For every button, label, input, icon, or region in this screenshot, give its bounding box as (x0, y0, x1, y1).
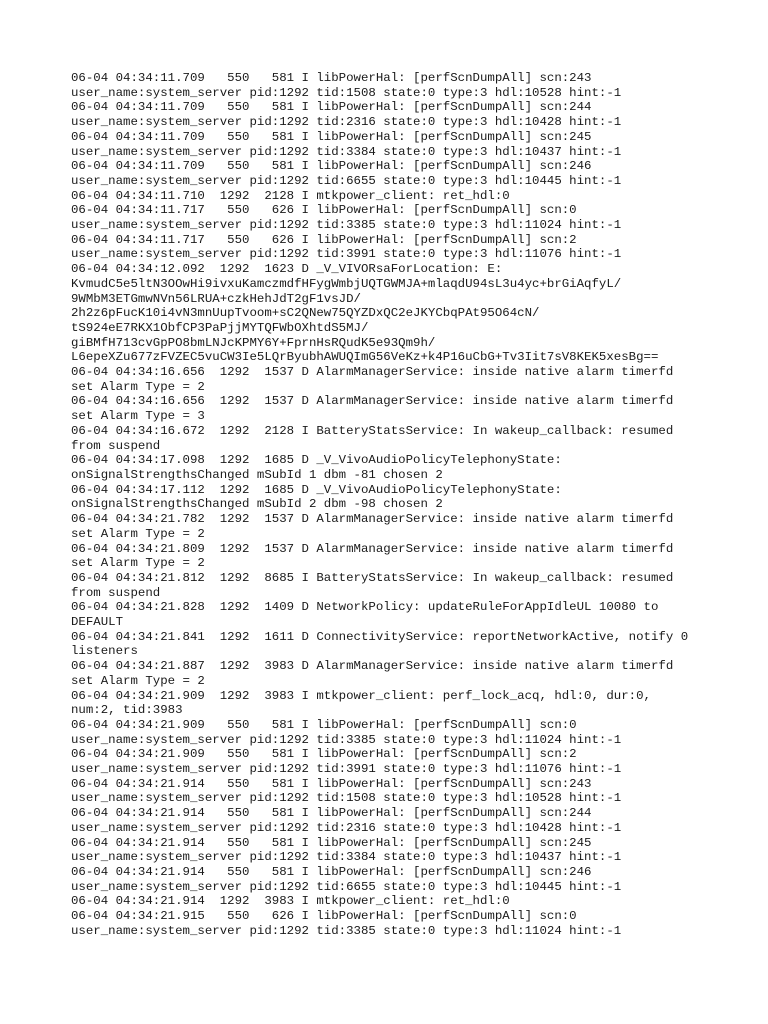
log-line: onSignalStrengthsChanged mSubId 1 dbm -81 chosen 2 (71, 467, 443, 482)
log-line: 06-04 04:34:21.914 550 581 I libPowerHal: [perfScnDumpAll] scn:246 (71, 864, 592, 879)
log-line: 06-04 04:34:11.709 550 581 I libPowerHal: [perfScnDumpAll] scn:244 (71, 100, 592, 115)
log-line: num:2, tid:3983 (71, 703, 183, 718)
log-line: user_name:system_server pid:1292 tid:6655 state:0 type:3 hdl:10445 hint:-1 (71, 173, 622, 188)
log-line: 06-04 04:34:21.914 1292 3983 I mtkpower_client: ret_hdl:0 (71, 894, 510, 909)
log-line: user_name:system_server pid:1292 tid:2316 state:0 type:3 hdl:10428 hint:-1 (71, 820, 622, 835)
log-line: 06-04 04:34:21.841 1292 1611 D ConnectivityService: reportNetworkActive, notify 0 (71, 629, 689, 644)
log-line: 06-04 04:34:21.782 1292 1537 D AlarmManagerService: inside native alarm timerfd (71, 512, 674, 527)
log-line: 06-04 04:34:11.709 550 581 I libPowerHal: [perfScnDumpAll] scn:245 (71, 129, 592, 144)
log-line: 06-04 04:34:21.914 550 581 I libPowerHal: [perfScnDumpAll] scn:245 (71, 835, 592, 850)
log-line: 06-04 04:34:21.828 1292 1409 D NetworkPolicy: updateRuleForAppIdleUL 10080 to (71, 600, 659, 615)
log-line: user_name:system_server pid:1292 tid:3384 state:0 type:3 hdl:10437 hint:-1 (71, 144, 622, 159)
log-line: 06-04 04:34:11.717 550 626 I libPowerHal: [perfScnDumpAll] scn:2 (71, 232, 577, 247)
log-line: 06-04 04:34:11.709 550 581 I libPowerHal: [perfScnDumpAll] scn:246 (71, 159, 592, 174)
log-line: 06-04 04:34:17.098 1292 1685 D _V_VivoAudioPolicyTelephonyState: (71, 453, 562, 468)
log-line: 06-04 04:34:21.812 1292 8685 I BatteryStatsService: In wakeup_callback: resumed (71, 570, 674, 585)
log-line: DEFAULT (71, 615, 124, 630)
log-line: 9WMbM3ETGmwNVn56LRUA+czkHehJdT2gF1vsJD/ (71, 291, 361, 306)
log-line: 06-04 04:34:11.709 550 581 I libPowerHal: [perfScnDumpAll] scn:243 (71, 71, 592, 85)
log-line: tS924eE7RKX1ObfCP3PaPjjMYTQFWbOXhtdS5MJ/ (71, 320, 369, 335)
log-line: 06-04 04:34:11.717 550 626 I libPowerHal: [perfScnDumpAll] scn:0 (71, 203, 577, 218)
log-line: 06-04 04:34:21.915 550 626 I libPowerHal: [perfScnDumpAll] scn:0 (71, 909, 577, 924)
log-line: 06-04 04:34:16.672 1292 2128 I BatteryStatsService: In wakeup_callback: resumed (71, 423, 674, 438)
log-line: 06-04 04:34:21.887 1292 3983 D AlarmManagerService: inside native alarm timerfd (71, 659, 674, 674)
log-line: user_name:system_server pid:1292 tid:1508 state:0 type:3 hdl:10528 hint:-1 (71, 791, 622, 806)
log-line: onSignalStrengthsChanged mSubId 2 dbm -98 chosen 2 (71, 497, 443, 512)
log-line: set Alarm Type = 2 (71, 673, 205, 688)
log-line: KvmudC5e5ltN3OOwHi9ivxuKamczmdfHFygWmbjUQTGWMJA+mlaqdU94sL3u4yc+brGiAqfyL/ (71, 276, 622, 291)
log-line: from suspend (71, 438, 161, 453)
log-line: 06-04 04:34:21.914 550 581 I libPowerHal: [perfScnDumpAll] scn:243 (71, 776, 592, 791)
log-line: 06-04 04:34:21.909 550 581 I libPowerHal: [perfScnDumpAll] scn:0 (71, 717, 577, 732)
log-line: 06-04 04:34:16.656 1292 1537 D AlarmManagerService: inside native alarm timerfd (71, 365, 674, 380)
log-line: 06-04 04:34:21.914 550 581 I libPowerHal: [perfScnDumpAll] scn:244 (71, 806, 592, 821)
log-line: 06-04 04:34:21.809 1292 1537 D AlarmManagerService: inside native alarm timerfd (71, 541, 674, 556)
log-line: 06-04 04:34:17.112 1292 1685 D _V_VivoAudioPolicyTelephonyState: (71, 482, 562, 497)
log-line: user_name:system_server pid:1292 tid:6655 state:0 type:3 hdl:10445 hint:-1 (71, 879, 622, 894)
log-line: 06-04 04:34:21.909 550 581 I libPowerHal: [perfScnDumpAll] scn:2 (71, 747, 577, 762)
log-line: 06-04 04:34:11.710 1292 2128 I mtkpower_client: ret_hdl:0 (71, 188, 510, 203)
log-line: 06-04 04:34:12.092 1292 1623 D _V_VIVORsaForLocation: E: (71, 262, 503, 277)
log-line: user_name:system_server pid:1292 tid:3384 state:0 type:3 hdl:10437 hint:-1 (71, 850, 622, 865)
log-line: set Alarm Type = 2 (71, 526, 205, 541)
log-line: user_name:system_server pid:1292 tid:1508 state:0 type:3 hdl:10528 hint:-1 (71, 85, 622, 100)
log-line: L6epeXZu677zFVZEC5vuCW3Ie5LQrByubhAWUQImG56VeKz+k4P16uCbG+Tv3Iit7sV8KEK5xesBg== (71, 350, 659, 365)
log-line: user_name:system_server pid:1292 tid:3385 state:0 type:3 hdl:11024 hint:-1 (71, 218, 622, 233)
log-line: set Alarm Type = 2 (71, 556, 205, 571)
log-line: user_name:system_server pid:1292 tid:2316 state:0 type:3 hdl:10428 hint:-1 (71, 115, 622, 130)
log-line: 06-04 04:34:16.656 1292 1537 D AlarmManagerService: inside native alarm timerfd (71, 394, 674, 409)
log-line: listeners (71, 644, 138, 659)
log-line: user_name:system_server pid:1292 tid:3385 state:0 type:3 hdl:11024 hint:-1 (71, 732, 622, 747)
log-line: from suspend (71, 585, 161, 600)
log-line: user_name:system_server pid:1292 tid:3385 state:0 type:3 hdl:11024 hint:-1 (71, 923, 622, 938)
log-line: giBMfH713cvGpPO8bmLNJcKPMY6Y+FprnHsRQudK5e93Qm9h/ (71, 335, 436, 350)
log-document (71, 71, 711, 938)
log-line: user_name:system_server pid:1292 tid:3991 state:0 type:3 hdl:11076 hint:-1 (71, 247, 622, 262)
log-line: set Alarm Type = 3 (71, 409, 205, 424)
log-line: user_name:system_server pid:1292 tid:3991 state:0 type:3 hdl:11076 hint:-1 (71, 762, 622, 777)
log-line: 2h2z6pFucK10i4vN3mnUupTvoom+sC2QNew75QYZDxQC2eJKYCbqPAt95O64cN/ (71, 306, 540, 321)
log-line: set Alarm Type = 2 (71, 379, 205, 394)
log-line: 06-04 04:34:21.909 1292 3983 I mtkpower_client: perf_lock_acq, hdl:0, dur:0, (71, 688, 651, 703)
